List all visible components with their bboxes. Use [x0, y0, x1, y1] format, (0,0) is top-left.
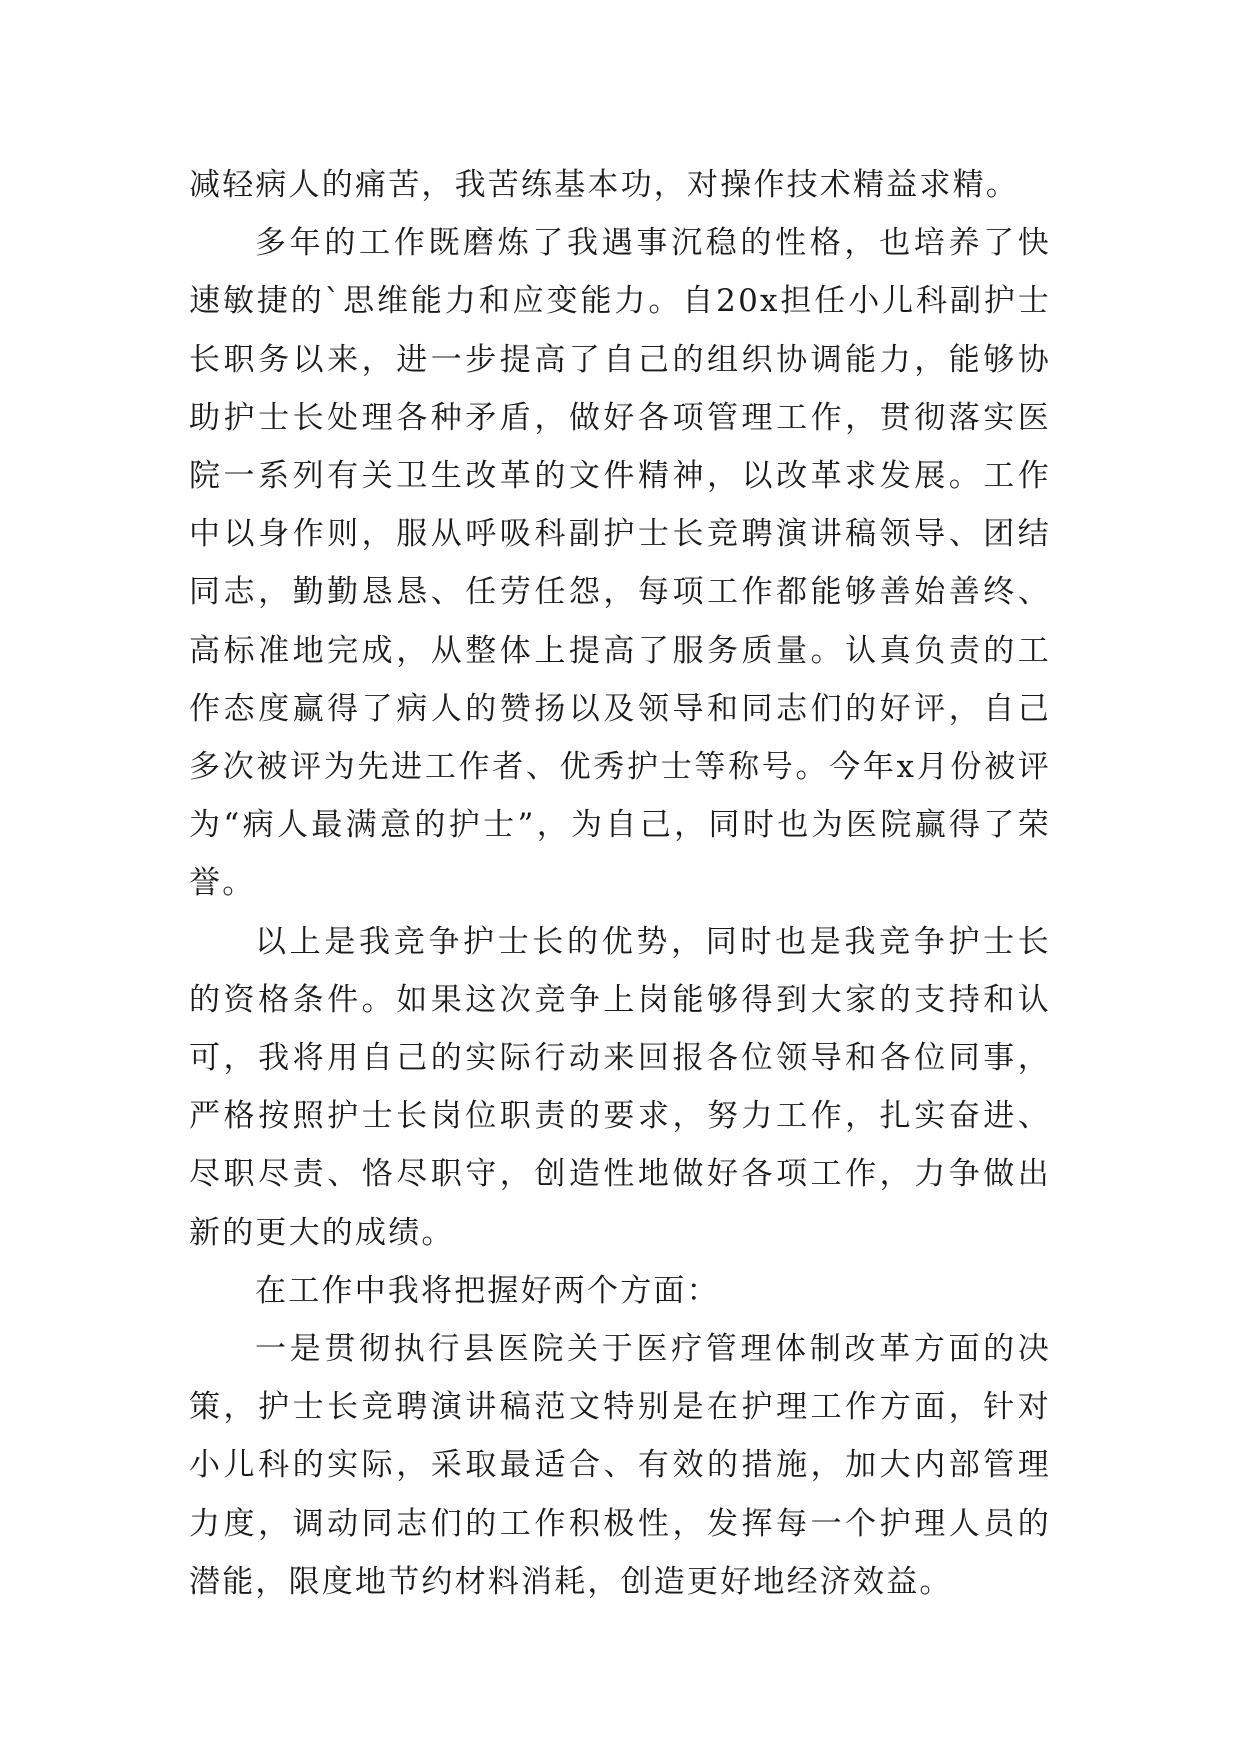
paragraph-5: 一是贯彻执行县医院关于医疗管理体制改革方面的决策，护士长竞聘演讲稿范文特别是在护理工作方面，针对小儿科的实际，采取最适合、有效的措施，加大内部管理力度，调动同志们的工作积极性，发挥每一个护理人员的潜能，限度地节约材料消耗，创造更好地经济效益。	[189, 1331, 1051, 1600]
paragraph-2: 多年的工作既磨炼了我遇事沉稳的性格，也培养了快速敏捷的`思维能力和应变能力。自20x担任小儿科副护士长职务以来，进一步提高了自己的组织协调能力，能够协助护士长处理各种矛盾，做好各项管理工作，贯彻落实医院一系列有关卫生改革的文件精神，以改革求发展。工作中以身作则，服从呼吸科副护士长竞聘演讲稿领导、团结同志，勤勤恳恳、任劳任怨，每项工作都能够善始善终、高标准地完成，从整体上提高了服务质量。认真负责的工作态度赢得了病人的赞扬以及领导和同志们的好评，自己多次被评为先进工作者、优秀护士等称号。今年x月份被评为“病人最满意的护士”，为自己，同时也为医院赢得了荣誉。	[189, 225, 1051, 902]
paragraph-3: 以上是我竞争护士长的优势，同时也是我竞争护士长的资格条件。如果这次竞争上岗能够得到大家的支持和认可，我将用自己的实际行动来回报各位领导和各位同事，严格按照护士长岗位职责的要求，努力工作，扎实奋进、尽职尽责、恪尽职守，创造性地做好各项工作，力争做出新的更大的成绩。	[189, 923, 1051, 1251]
paragraph-1: 减轻病人的痛苦，我苦练基本功，对操作技术精益求精。	[189, 167, 1019, 203]
body-text	[189, 156, 1051, 1611]
paragraph-4: 在工作中我将把握好两个方面：	[255, 1272, 720, 1309]
